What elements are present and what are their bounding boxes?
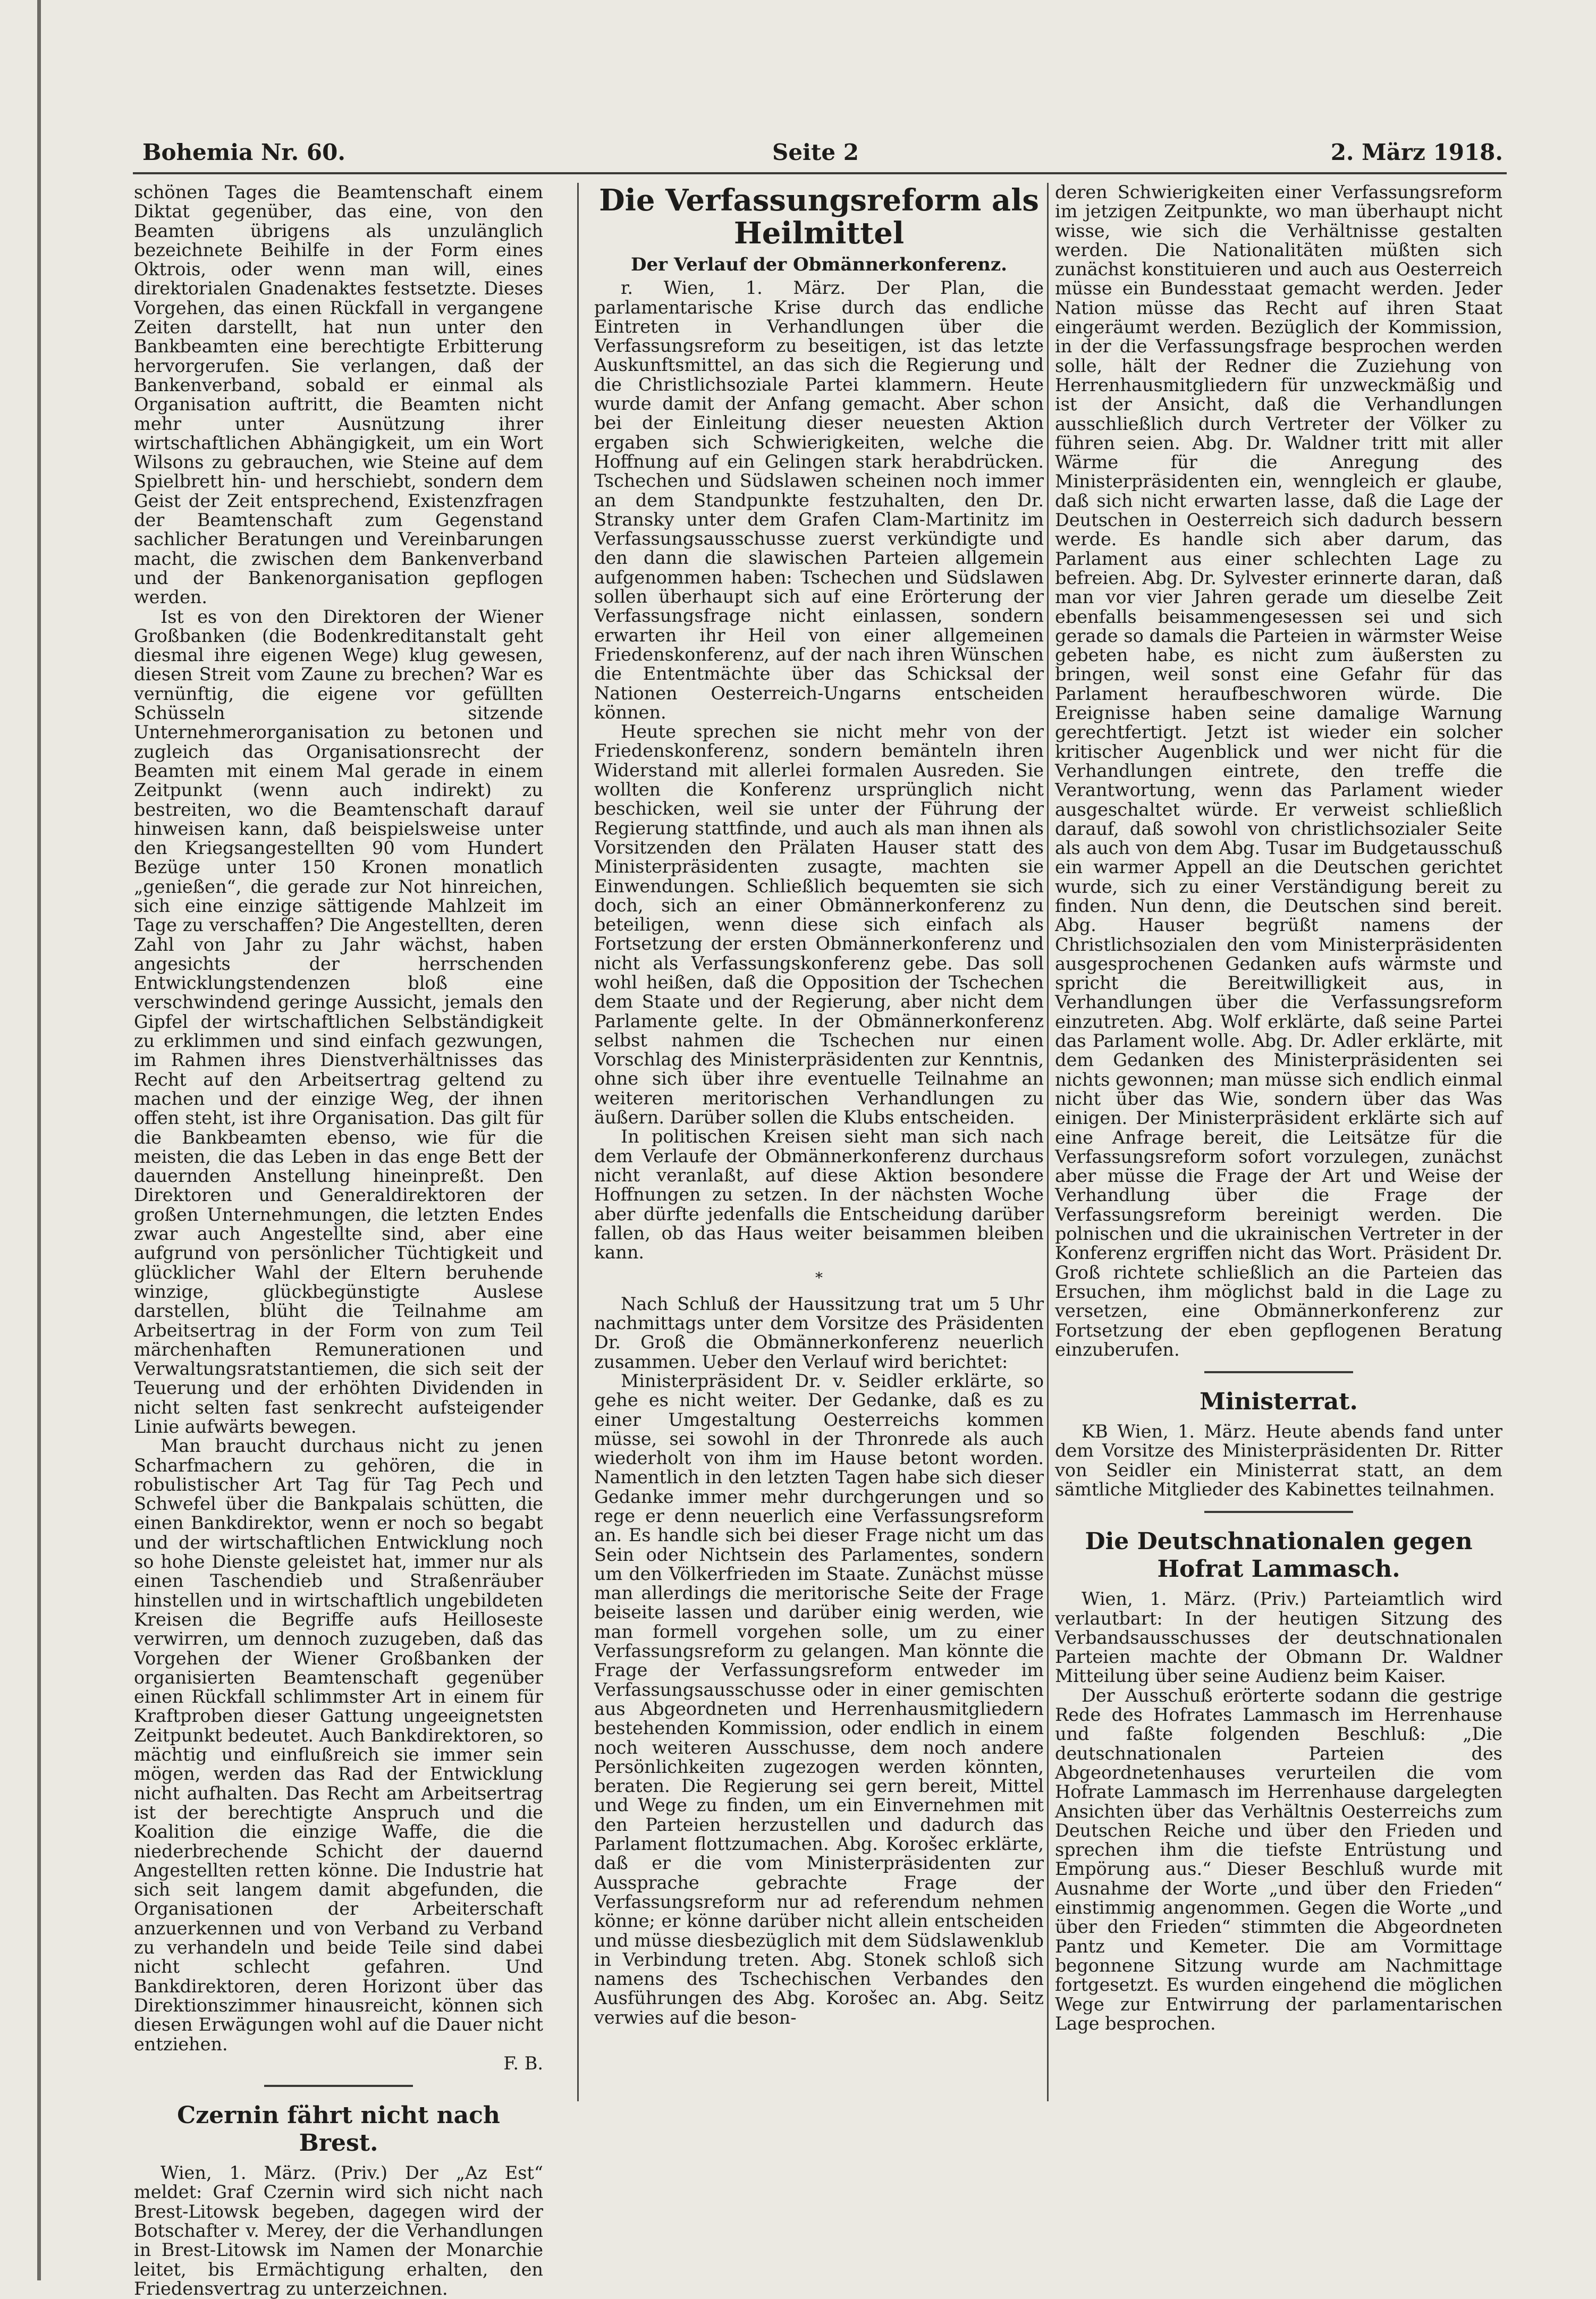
paper-issue: Bohemia Nr. 60. (142, 139, 345, 165)
article-paragraph: deren Schwierigkeiten einer Verfassungsreform im jetzigen Zeitpunkte, wo man überhaupt nicht wisse, wie sich die Verhältnisse gestalten werden. Die Nationalitäten müßten sich zunächst konstituieren und auch aus Oesterreich müsse ein Bundesstaat gemacht werden. Jeder Nation müsse das Recht auf ihren Staat eingeräumt werden. Bezüglich der Kommission, in der die Verfassungsfrage besprochen werden solle, hält der Redner die Zuziehung von Herrenhausmitgliedern für unzweckmäßig und ist der Ansicht, daß die Verhandlungen ausschließlich durch Vertreter der Völker zu führen seien. Abg. Dr. Waldner tritt mit aller Wärme für die Anregung des Ministerpräsidenten ein, wenngleich er glaube, daß sich nicht erwarten lasse, daß die Lage der Deutschen in Oesterreich sich dadurch bessern werde. Es handle sich aber darum, das Parlament aus einer schlechten Lage zu befreien. Abg. Dr. Sylvester erinnerte daran, daß man vor vier Jahren gerade um dieselbe Zeit ebenfalls beisammengesessen sei und sich gerade so damals die Parteien in wärmster Weise gebeten habe, es nicht zum äußersten zu bringen, weil sonst eine Gefahr für das Parlament heraufbeschworen würde. Die Ereignisse haben seine damalige Warnung gerechtfertigt. Jetzt ist wieder ein solcher kritischer Augenblick und wer nicht für die Verhandlungen eintrete, den treffe die Verantwortung, wenn das Parlament wieder ausgeschaltet würde. Er verweist schließlich darauf, daß sowohl von christlichsozialer Seite als auch von dem Abg. Tusar im Budgetausschuß ein warmer Appell an die Deutschen gerichtet wurde, sich zu einer Verständigung bereit zu finden. Nun denn, die Deutschen sind bereit. Abg. Hauser begrüßt namens der Christlichsozialen den vom Ministerpräsidenten ausgesprochenen Gedanken aufs wärmste und spricht die Bereitwilligkeit aus, in Verhandlungen über die Verfassungsreform einzutreten. Abg. Wolf erklärte, daß seine Partei das Parlament wolle. Abg. Dr. Adler erklärte, mit dem Gedanken des Ministerpräsidenten sei nichts gewonnen; man müsse sich endlich einmal nicht über das Wie, sondern über das Was einigen. Der Ministerpräsident erklärte sich auf eine Anfrage bereit, die Leitsätze für die Verfassungsreform sofort vorzulegen, zunächst aber müsse die Frage der Art und Weise der Verhandlung über die Frage der Verfassungsreform bereinigt werden. Die polnischen und die ukrainischen Vertreter in der Konferenz ergriffen nicht das Wort. Präsident Dr. Groß richtete schließlich an die Parteien das Ersuchen, ihm möglichst bald in die Lage zu versetzen, eine Obmännerkonferenz zur Fortsetzung der eben gepflogenen Beratung einzuberufen. (1055, 182, 1502, 1360)
section-star: * (815, 1269, 823, 1287)
main-headline: Die Verfassungsreform als Heilmittel (599, 183, 1039, 251)
article-paragraph: Man braucht durchaus nicht zu jenen Scharfmachern zu gehören, die in robulistischer Art Tag für Tag Pech und Schwefel über die Bankpalais schütten, die einen Bankdirektor, wenn er noch so begabt und der wirtschaftlichen Entwicklung noch so hohe Dienste geleistet hat, immer nur als einen Taschendieb und Straßenräuber hinstellen und in wirtschaftlich ungebildeten Kreisen die Begriffe aufs Heilloseste verwirren, um dennoch zuzugeben, daß das Vorgehen der Wiener Großbanken der organisierten Beamtenschaft gegenüber einen Rückfall schlimmster Art in einem für Kraftproben dieser Gattung ungeeignetsten Zeitpunkt bedeutet. Auch Bankdirektoren, so mächtig und einflußreich sie immer sein mögen, werden das Rad der Entwicklung nicht aufhalten. Das Recht am Arbeitsertrag ist der berechtigte Anspruch und die Koalition die einzige Waffe, die die niederbrechende Schicht der dauernd Angestellten retten könne. Die Industrie hat sich seit langem damit abgefunden, die Organisationen der Arbeiterschaft anzuerkennen und von Verband zu Verband zu verhandeln und beide Teile sind dabei nicht schlecht gefahren. Und Bankdirektoren, deren Horizont über das Direktionszimmer hinausreicht, können sich diesen Erwägungen wohl auf die Dauer nicht entziehen. (134, 1435, 543, 2055)
page-number: Seite 2 (772, 139, 859, 165)
czernin-headline: Czernin fährt nicht nach Brest. (177, 2102, 500, 2157)
article-paragraph: Ministerpräsident Dr. v. Seidler erklärte, so gehe es nicht weiter. Der Gedanke, daß es zu einer Umgestaltung Oesterreichs kommen müsse, sei sowohl in der Thronrede als auch wiederholt von ihm im Hause betont worden. Namentlich in den letzten Tagen habe sich dieser Gedanke immer mehr durchgerungen und so rege er denn neuerlich eine Verfassungsreform an. Es handle sich bei dieser Frage nicht um das Sein oder Nichtsein des Parlamentes, sondern um den Völkerfrieden im Staate. Zunächst müsse man allerdings die meritorische Seite der Frage beiseite lassen und darüber einig werden, wie man formell vorgehen solle, um zu einer Verfassungsreform zu gelangen. Man könnte die Frage der Verfassungsreform entweder im Verfassungsausschusse oder in einer gemischten aus Abgeordneten und Herrenhausmitgliedern bestehenden Kommission, oder endlich in einem noch weiteren Ausschusse, dem noch andere Persönlichkeiten zugezogen werden könnten, beraten. Die Regierung sei gern bereit, Mittel und Wege zu finden, um ein Einvernehmen mit den Parteien herzustellen und dadurch das Parlament flottzumachen. Abg. Korošec erklärte, daß er die vom Ministerpräsidenten zur Aussprache gebrachte Frage der Verfassungsreform nur ad referendum nehmen könne; er könne darüber nicht allein entscheiden und müsse diesbezüglich mit dem Südslawenklub in Verbindung treten. Abg. Stonek schloß sich namens des Tschechischen Verbandes den Ausführungen des Abg. Korošec an. Abg. Seitz verwies auf die beson- (594, 1370, 1044, 2028)
sub-headline: Der Verlauf der Obmännerkonferenz. (631, 254, 1007, 275)
article-paragraph: KB Wien, 1. März. Heute abends fand unter dem Vorsitze des Ministerpräsidenten Dr. Ritter von Seidler ein Ministerrat statt, an dem sämtliche Mitglieder des Kabinettes teilnahmen. (1055, 1421, 1502, 1500)
column-3 (1055, 183, 1502, 2033)
header-rule (133, 172, 1507, 174)
article-paragraph: Wien, 1. März. (Priv.) Der „Az Est“ meldet: Graf Czernin wird sich nicht nach Brest-Litowsk begeben, dagegen wird der Botschafter v. Merey, der die Verhandlungen in Brest-Litowsk im Namen der Monarchie leitet, bis Ermächtigung erhalten, den Friedensvertrag zu unterzeichnen. (134, 2162, 543, 2299)
column-1 (134, 183, 543, 2298)
article-paragraph: Nach Schluß der Haussitzung trat um 5 Uhr nachmittags unter dem Vorsitze des Präsidenten Dr. Groß die Obmännerkonferenz neuerlich zusammen. Ueber den Verlauf wird berichtet: (594, 1293, 1044, 1372)
article-paragraph: In politischen Kreisen sieht man sich nach dem Verlaufe der Obmännerkonferenz durchaus nicht veranlaßt, auf diese Aktion besondere Hoffnungen zu setzen. In der nächsten Woche aber dürfte jedenfalls die Entscheidung darüber fallen, ob das Haus weiter beisammen bleiben kann. (594, 1126, 1044, 1263)
article-paragraph: schönen Tages die Beamtenschaft einem Diktat gegenüber, das eine, von den Beamten übrigens als unzulänglich bezeichnete Beihilfe in der Form eines Oktrois, oder wenn man will, eines direktorialen Gnadenaktes festsetzte. Dieses Vorgehen, das einen Rückfall in vergangene Zeiten darstellt, hat nun unter den Bankbeamten eine berechtigte Erbitterung hervorgerufen. Sie verlangen, daß der Bankenverband, sobald er einmal als Organisation auftritt, die Beamten nicht mehr unter Ausnützung ihrer wirtschaftlichen Abhängigkeit, um ein Wort Wilsons zu gebrauchen, wie Steine auf dem Spielbrett hin- und herschiebt, sondern dem Geist der Zeit entsprechend, Existenzfragen der Beamtenschaft zum Gegenstand sachlicher Beratungen und Vereinbarungen macht, die zwischen dem Bankenverband und der Bankenorganisation gepflogen werden. (134, 182, 543, 608)
article-paragraph: Der Ausschuß erörterte sodann die gestrige Rede des Hofrates Lammasch im Herrenhause und faßte folgenden Beschluß: „Die deutschnationalen Parteien des Abgeordnetenhauses verurteilen die vom Hofrate Lammasch im Herrenhause dargelegten Ansichten über das Verhältnis Oesterreichs zum Deutschen Reiche und über den Frieden und sprechen ihm die tiefste Entrüstung und Empörung aus.“ Dieser Beschluß wurde mit Ausnahme der Worte „und über den Frieden“ einstimmig angenommen. Gegen die Worte „und über den Frieden“ stimmten die Abgeordneten Pantz und Kemeter. Die am Vormittage begonnene Sitzung wurde am Nachmittage fortgesetzt. Es wurden eingehend die möglichen Wege zur Entwirrung der parlamentarischen Lage besprochen. (1055, 1685, 1502, 2034)
section-divider (1204, 1511, 1353, 1513)
article-paragraph: Ist es von den Direktoren der Wiener Großbanken (die Bodenkreditanstalt geht diesmal ihre eigenen Wege) klug gewesen, diesen Streit vom Zaune zu brechen? War es vernünftig, die eigene vor gefüllten Schüsseln sitzende Unternehmerorganisation zu betonen und zugleich das Organisationsrecht der Beamten mit einem Mal gerade in einem Zeitpunkt (wenn auch indirekt) zu bestreiten, wo die Beamtenschaft darauf hinweisen kann, daß beispielsweise unter den Kriegsangestellten 90 vom Hundert Bezüge unter 150 Kronen monatlich „genießen“, die gerade zur Not hinreichen, sich eine einzige sättigende Mahlzeit im Tage zu verschaffen? Die Angestellten, deren Zahl von Jahr zu Jahr wächst, haben angesichts der herrschenden Entwicklungstendenzen bloß eine verschwindend geringe Aussicht, jemals den Gipfel der wirtschaftlichen Selbständigkeit zu erklimmen und sind einfach gezwungen, im Rahmen ihres Dienstverhältnisses das Recht auf den Arbeitsertrag geltend zu machen und der einzige Weg, der ihnen offen steht, ist ihre Organisation. Das gilt für die Bankbeamten ebenso, wie für die meisten, die das Leben in das enge Bett der dauernden Anstellung hineinpreßt. Den Direktoren und Generaldirektoren der großen Unternehmungen, die letzten Endes zwar auch Angestellte sind, aber eine aufgrund von persönlicher Tüchtigkeit und glücklicher Wahl der Eltern beruhende winzige, glückbegünstigte Auslese darstellen, blüht die Teilnahme am Arbeitsertrag in der Form von zum Teil märchenhaften Remunerationen und Verwaltungsratstantiemen, die sich seit der Teuerung und der erhöhten Dividenden in nicht selten fast senkrecht aufsteigender Linie aufwärts bewegen. (134, 606, 543, 1437)
page-header (142, 139, 1503, 171)
article-paragraph: r. Wien, 1. März. Der Plan, die parlamentarische Krise durch das endliche Eintreten in Verhandlungen über die Verfassungsreform zu beseitigen, ist das letzte Auskunftsmittel, an das sich die Regierung und die Christlichsoziale Partei klammern. Heute wurde damit der Anfang gemacht. Aber schon bei der Einleitung dieser neuesten Aktion ergaben sich Schwierigkeiten, welche die Hoffnung auf ein Gelingen stark herabdrücken. Tschechen und Südslawen scheinen noch immer an dem Standpunkte festzuhalten, den Dr. Stransky unter dem Grafen Clam-Martinitz im Verfassungsausschusse zuerst verkündigte und den dann die slawischen Parteien allgemein aufgenommen haben: Tschechen und Südslawen sollen überhaupt sich auf eine Erörterung der Verfassungsfrage nicht einlassen, sondern erwarten ihr Heil von einer allgemeinen Friedenskonferenz, auf der nach ihren Wünschen die Ententmächte über das Schicksal der Nationen Oesterreich-Ungarns entscheiden können. (594, 277, 1044, 723)
column-rule (577, 183, 579, 2101)
column-2 (594, 183, 1044, 2027)
section-divider (1204, 1371, 1353, 1373)
column-rule (1047, 183, 1049, 2101)
author-signature: F. B. (503, 2052, 543, 2074)
article-paragraph: Heute sprechen sie nicht mehr von der Friedenskonferenz, sondern bemänteln ihren Widerstand mit allerlei formalen Ausreden. Sie wollten die Konferenz ursprünglich nicht beschicken, weil sie unter der Führung der Regierung stattfinde, und auch als man ihnen als Vorsitzenden den Prälaten Hauser statt des Ministerpräsidenten zusagte, machten sie Einwendungen. Schließlich bequemten sie sich doch, sich an einer Obmännerkonferenz zu beteiligen, wenn diese sich einfach als Fortsetzung der ersten Obmännerkonferenz und nicht als Verfassungskonferenz gebe. Das soll wohl heißen, daß die Opposition der Tschechen dem Staate und der Regierung, aber nicht dem Parlamente gelte. In der Obmännerkonferenz selbst nahmen die Tschechen nur einen Vorschlag des Ministerpräsidenten zur Kenntnis, ohne sich über ihre eventuelle Teilnahme an weiteren meritorischen Verhandlungen zu äußern. Darüber sollen die Klubs entscheiden. (594, 721, 1044, 1128)
issue-date: 2. März 1918. (1330, 139, 1503, 165)
scan-margin-line (37, 0, 41, 2280)
ministerrat-headline: Ministerrat. (1200, 1388, 1358, 1416)
lammasch-headline: Die Deutschnationalen gegen Hofrat Lammasch. (1085, 1528, 1473, 1583)
section-divider (264, 2085, 413, 2087)
article-paragraph: Wien, 1. März. (Priv.) Parteiamtlich wird verlautbart: In der heutigen Sitzung des Verbandsausschusses der deutschnationalen Parteien machte der Obmann Dr. Waldner Mitteilung über seine Audienz beim Kaiser. (1055, 1588, 1502, 1687)
